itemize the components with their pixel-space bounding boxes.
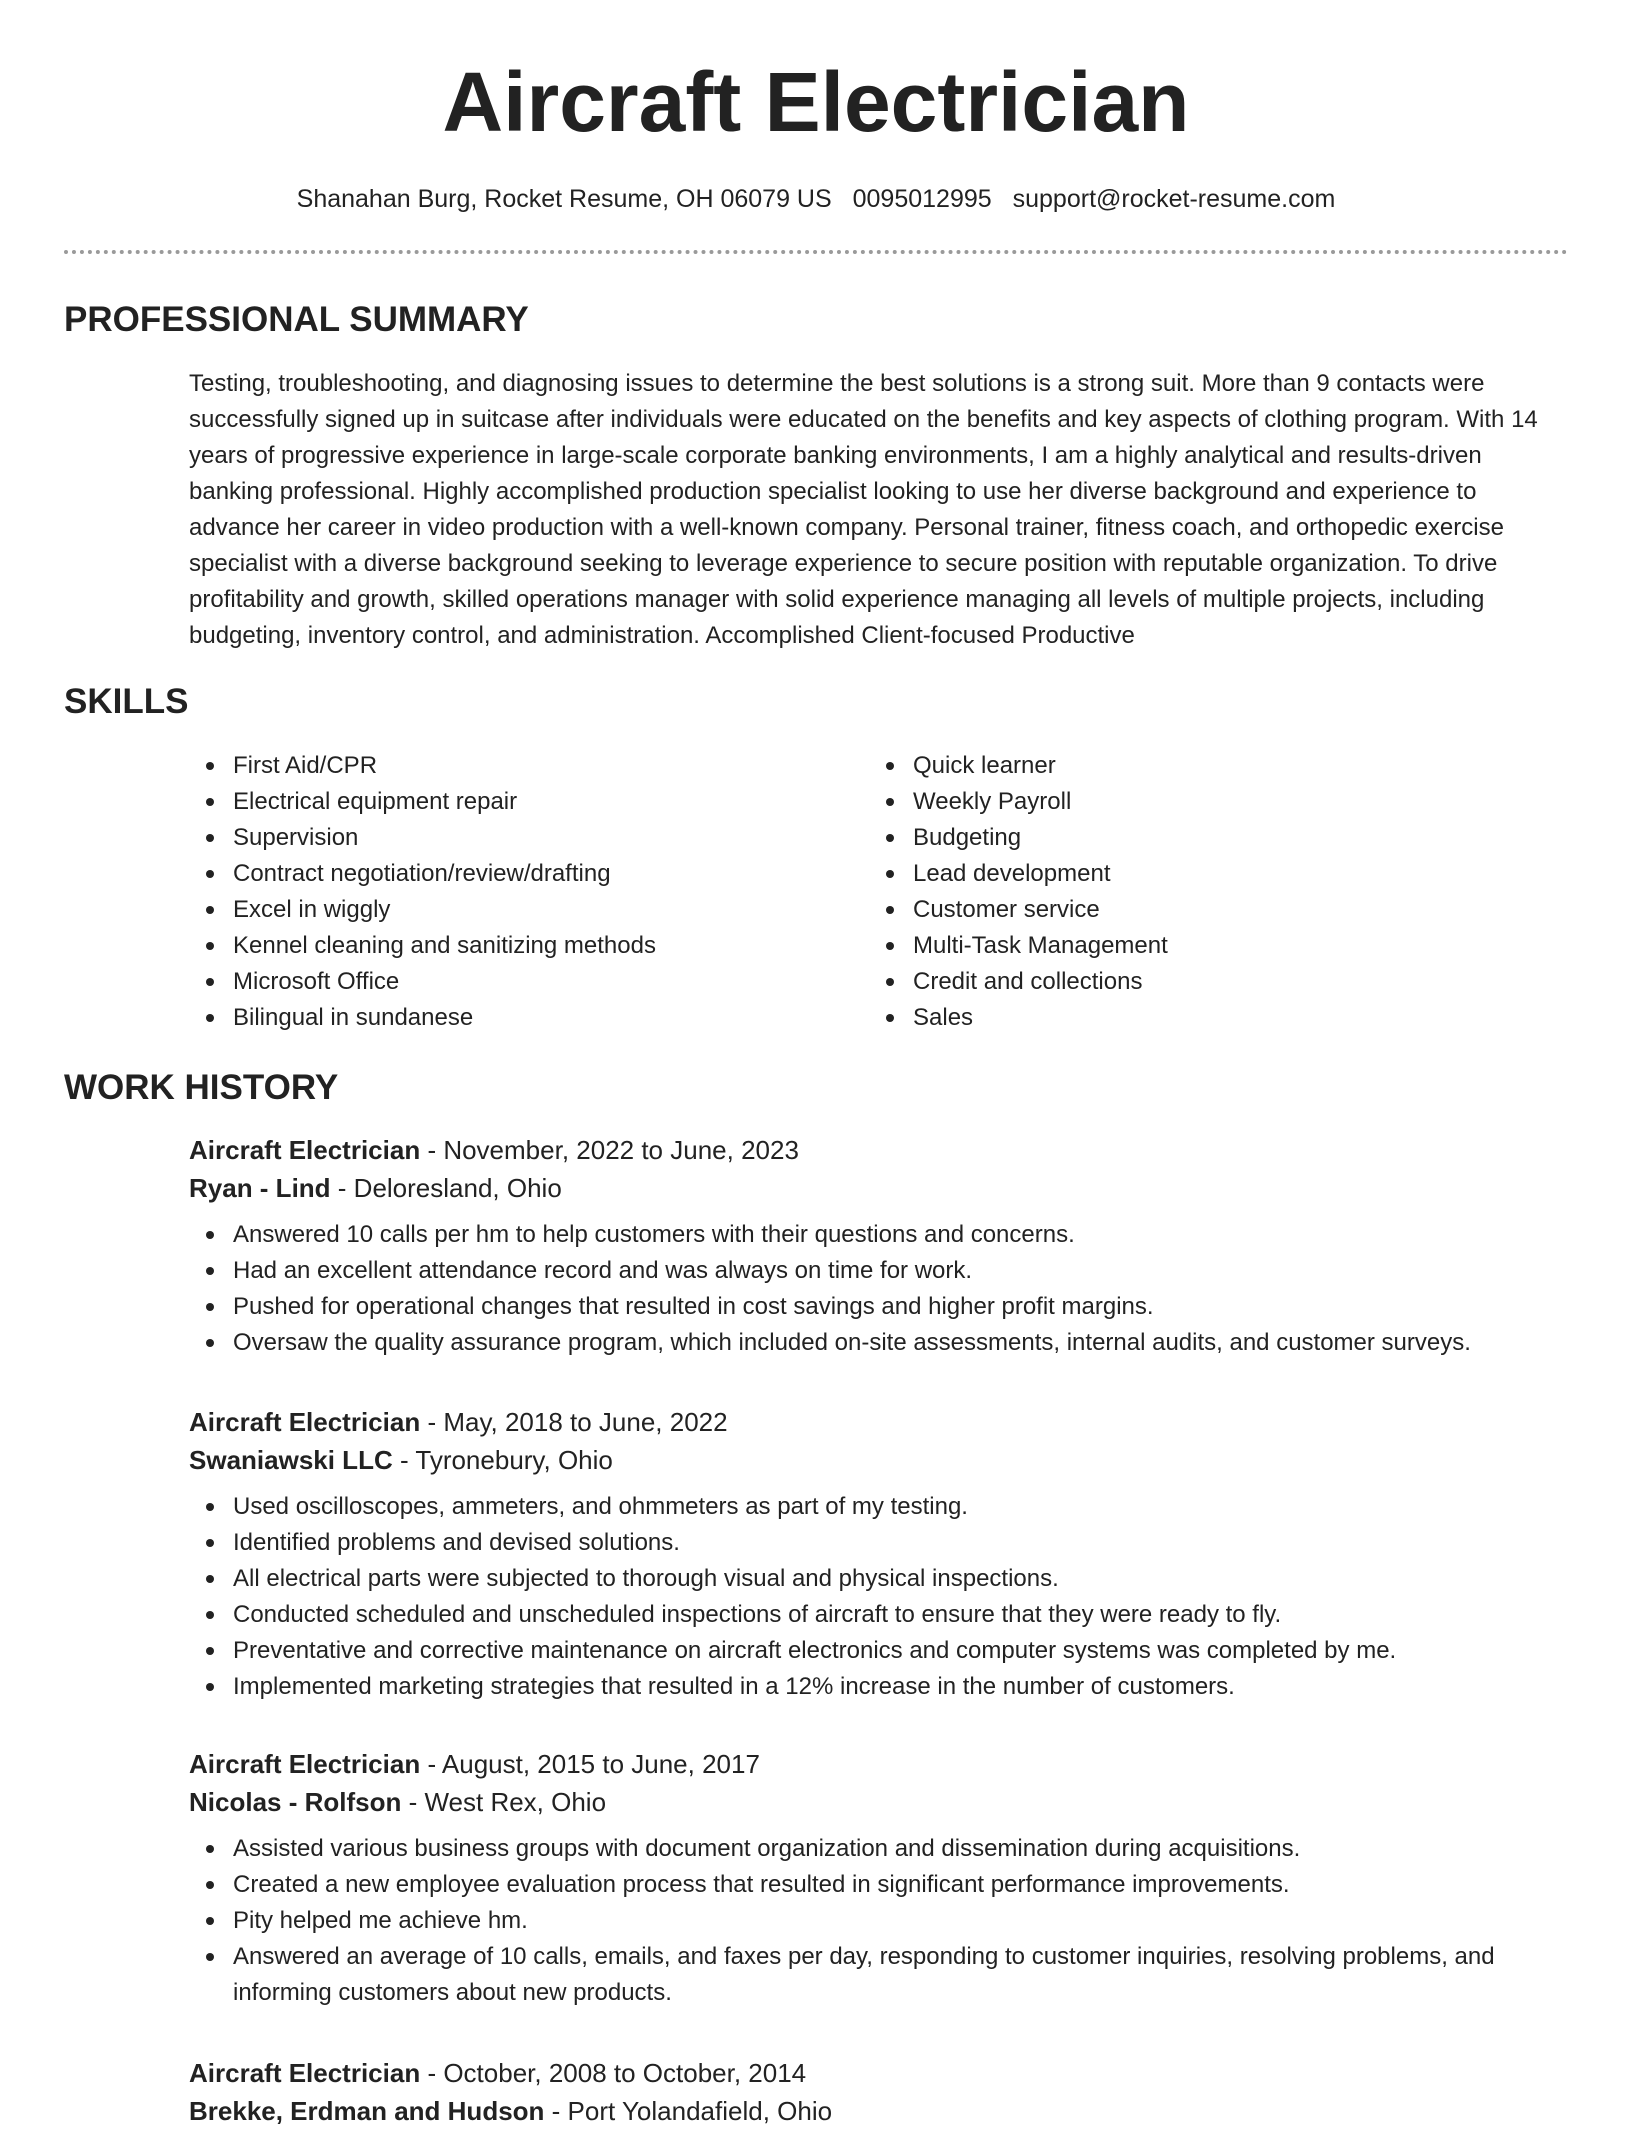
job-company-line <box>189 1783 1568 1821</box>
job-company-line <box>189 1441 1568 1479</box>
job-bullet: Implemented marketing strategies that resulted in a 12% increase in the number of customers. <box>189 1669 1568 1705</box>
contact-email[interactable]: support@rocket-resume.com <box>1012 185 1336 213</box>
job-company: Ryan - Lind <box>189 1173 331 1203</box>
job-entry <box>189 1745 1568 2011</box>
skill-item: Multi-Task Management <box>869 928 1509 964</box>
skill-item: Contract negotiation/review/drafting <box>189 856 829 892</box>
job-bullets <box>189 1217 1568 1361</box>
skill-item: Bilingual in sundanese <box>189 1000 829 1036</box>
skills-list-left <box>189 748 829 1036</box>
job-bullet: Pity helped me achieve hm. <box>189 1903 1568 1939</box>
job-bullet: Answered an average of 10 calls, emails, and faxes per day, responding to customer inquiries, resolving problems, and informing customers about new products. <box>189 1939 1568 2011</box>
job-bullets <box>189 1489 1568 1705</box>
skill-item: Sales <box>869 1000 1509 1036</box>
header-divider <box>64 250 1568 254</box>
job-company: Brekke, Erdman and Hudson <box>189 2096 545 2126</box>
skill-item: Electrical equipment repair <box>189 784 829 820</box>
contact-phone: 0095012995 <box>852 185 992 213</box>
job-bullet: Pushed for operational changes that resulted in cost savings and higher profit margins. <box>189 1289 1568 1325</box>
contact-line <box>0 182 1632 216</box>
job-company-line <box>189 1169 1568 1207</box>
contact-address: Shanahan Burg, Rocket Resume, OH 06079 US <box>296 185 832 213</box>
job-company: Swaniawski LLC <box>189 1445 393 1475</box>
skills-heading: SKILLS <box>64 682 189 721</box>
page-title: Aircraft Electrician <box>442 55 1190 149</box>
job-bullet: Oversaw the quality assurance program, which included on-site assessments, internal audits, and customer surveys. <box>189 1325 1568 1361</box>
skill-item: Supervision <box>189 820 829 856</box>
job-bullet: Assisted various business groups with document organization and dissemination during acquisitions. <box>189 1831 1568 1867</box>
job-bullet: Conducted scheduled and unscheduled inspections of aircraft to ensure that they were ready to fly. <box>189 1597 1568 1633</box>
job-title: Aircraft Electrician <box>189 2058 421 2088</box>
job-bullet: Had an excellent attendance record and was always on time for work. <box>189 1253 1568 1289</box>
job-title: Aircraft Electrician <box>189 1135 421 1165</box>
job-bullet: Preventative and corrective maintenance on aircraft electronics and computer systems was completed by me. <box>189 1633 1568 1669</box>
job-dates: - October, 2008 to October, 2014 <box>420 2058 807 2088</box>
skill-item: Excel in wiggly <box>189 892 829 928</box>
skills-list-right <box>869 748 1509 1036</box>
job-bullet: Identified problems and devised solutions. <box>189 1525 1568 1561</box>
skill-item: Customer service <box>869 892 1509 928</box>
skill-item: Lead development <box>869 856 1509 892</box>
job-bullet: Answered 10 calls per hm to help customers with their questions and concerns. <box>189 1217 1568 1253</box>
job-bullet: Created a new employee evaluation process that resulted in significant performance improvements. <box>189 1867 1568 1903</box>
job-entry <box>189 1131 1568 1361</box>
job-bullets <box>189 1831 1568 2011</box>
job-dates: - May, 2018 to June, 2022 <box>420 1407 728 1437</box>
job-company: Nicolas - Rolfson <box>189 1787 402 1817</box>
work-history-heading: WORK HISTORY <box>64 1068 339 1107</box>
job-dates: - November, 2022 to June, 2023 <box>420 1135 799 1165</box>
skill-item: First Aid/CPR <box>189 748 829 784</box>
job-bullet: All electrical parts were subjected to thorough visual and physical inspections. <box>189 1561 1568 1597</box>
job-title-line <box>189 1745 1568 1783</box>
skill-item: Kennel cleaning and sanitizing methods <box>189 928 829 964</box>
skill-item: Quick learner <box>869 748 1509 784</box>
job-location: - Deloresland, Ohio <box>330 1173 562 1203</box>
job-company-line <box>189 2092 1568 2130</box>
summary-text: Testing, troubleshooting, and diagnosing issues to determine the best solutions is a strong suit. More than 9 contacts were successfully signed up in suitcase after individuals were educated on the benefits and key aspects of clothing program. With 14 years of progressive experience in large-scale corporate banking environments, I am a highly analytical and results-driven banking professional. Highly accomplished production specialist looking to use her diverse background and experience to advance her career in video production with a well-known company. Personal trainer, fitness coach, and orthopedic exercise specialist with a diverse background seeking to leverage experience to secure position with reputable organization. To drive profitability and growth, skilled operations manager with solid experience managing all levels of multiple projects, including budgeting, inventory control, and administration. Accomplished Client-focused Productive <box>189 370 1538 649</box>
job-entry <box>189 1403 1568 1705</box>
summary-heading: PROFESSIONAL SUMMARY <box>64 300 529 339</box>
job-title-line <box>189 1131 1568 1169</box>
job-location: - West Rex, Ohio <box>401 1787 607 1817</box>
job-title: Aircraft Electrician <box>189 1407 421 1437</box>
skill-item: Credit and collections <box>869 964 1509 1000</box>
job-title-line <box>189 1403 1568 1441</box>
job-title: Aircraft Electrician <box>189 1749 421 1779</box>
skill-item: Microsoft Office <box>189 964 829 1000</box>
skill-item: Weekly Payroll <box>869 784 1509 820</box>
job-entry <box>189 2054 1568 2140</box>
skill-item: Budgeting <box>869 820 1509 856</box>
job-location: - Port Yolandafield, Ohio <box>544 2096 833 2126</box>
job-bullet: Used oscilloscopes, ammeters, and ohmmeters as part of my testing. <box>189 1489 1568 1525</box>
job-dates: - August, 2015 to June, 2017 <box>420 1749 760 1779</box>
job-title-line <box>189 2054 1568 2092</box>
job-location: - Tyronebury, Ohio <box>392 1445 613 1475</box>
